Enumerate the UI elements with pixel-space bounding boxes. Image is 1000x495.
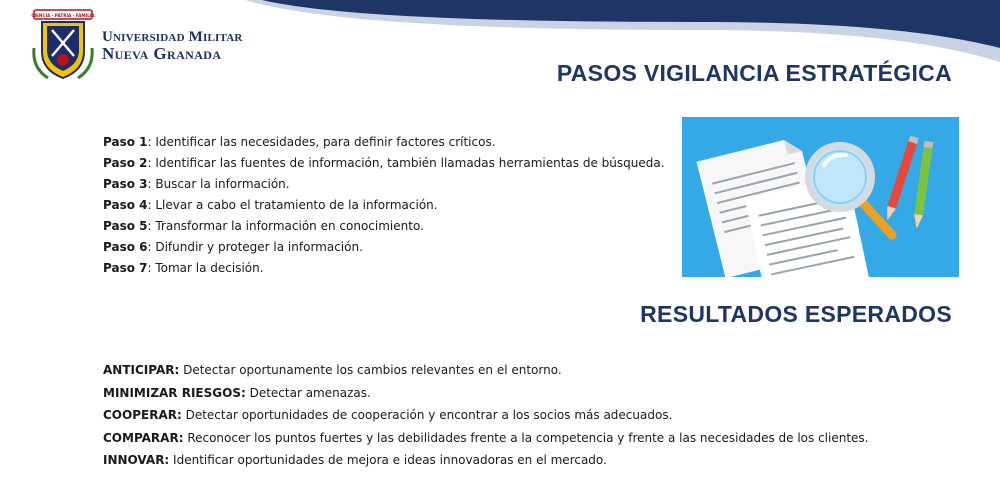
university-name-line2: Nueva Granada [102, 44, 222, 63]
step-text: : Identificar las fuentes de información, también llamadas herramientas de búsqueda. [147, 156, 665, 170]
result-text: Identificar oportunidades de mejora e ideas innovadoras en el mercado. [169, 453, 607, 467]
steps-list [103, 132, 665, 279]
step-text: : Difundir y proteger la información. [147, 240, 363, 254]
university-name-line1: Universidad Militar [102, 29, 243, 45]
list-item [103, 382, 868, 405]
result-label: COMPARAR: [103, 430, 184, 445]
section-title-resultados: RESULTADOS ESPERADOS [640, 301, 952, 327]
step-label: Paso 1 [103, 135, 148, 149]
documents-magnifier-illustration-icon [682, 117, 959, 277]
list-item [103, 449, 868, 472]
result-label: COOPERAR: [103, 408, 182, 422]
step-label: Paso 6 [103, 240, 148, 254]
step-label: Paso 7 [103, 261, 148, 275]
step-text: : Transformar la información en conocimiento. [147, 219, 424, 233]
result-text: Detectar oportunidades de cooperación y encontrar a los socios más adecuados. [181, 408, 673, 422]
list-item [103, 174, 665, 195]
step-label: Paso 5 [103, 219, 148, 233]
result-text: Detectar amenazas. [245, 385, 371, 400]
result-label: INNOVAR: [103, 453, 170, 467]
step-text: : Identificar las necesidades, para definir factores críticos. [147, 135, 496, 149]
section-title-pasos: PASOS VIGILANCIA ESTRATÉGICA [556, 60, 952, 86]
list-item [103, 237, 665, 258]
step-text: : Buscar la información. [147, 177, 290, 191]
list-item [103, 132, 665, 153]
result-text: Reconocer los puntos fuertes y las debilidades frente a la competencia y frente a las necesidades de los clientes. [183, 430, 869, 445]
step-label: Paso 4 [103, 198, 148, 212]
result-text: Detectar oportunamente los cambios relevantes en el entorno. [179, 363, 562, 377]
list-item [103, 258, 665, 279]
step-label: Paso 3 [103, 177, 148, 191]
list-item [103, 153, 665, 174]
crest-ribbon-text: CIENCIA · PATRIA · FAMILIA [31, 13, 95, 18]
step-text: : Tomar la decisión. [147, 261, 264, 275]
result-label: MINIMIZAR RIESGOS: [103, 385, 246, 400]
list-item [103, 427, 868, 450]
university-crest-icon [28, 8, 98, 84]
step-text: : Llevar a cabo el tratamiento de la información. [147, 198, 438, 212]
result-label: ANTICIPAR: [103, 363, 180, 377]
results-list [103, 359, 868, 472]
list-item [103, 359, 868, 382]
university-logo [28, 8, 243, 84]
list-item [103, 195, 665, 216]
list-item [103, 216, 665, 237]
step-label: Paso 2 [103, 156, 148, 170]
list-item [103, 404, 868, 427]
